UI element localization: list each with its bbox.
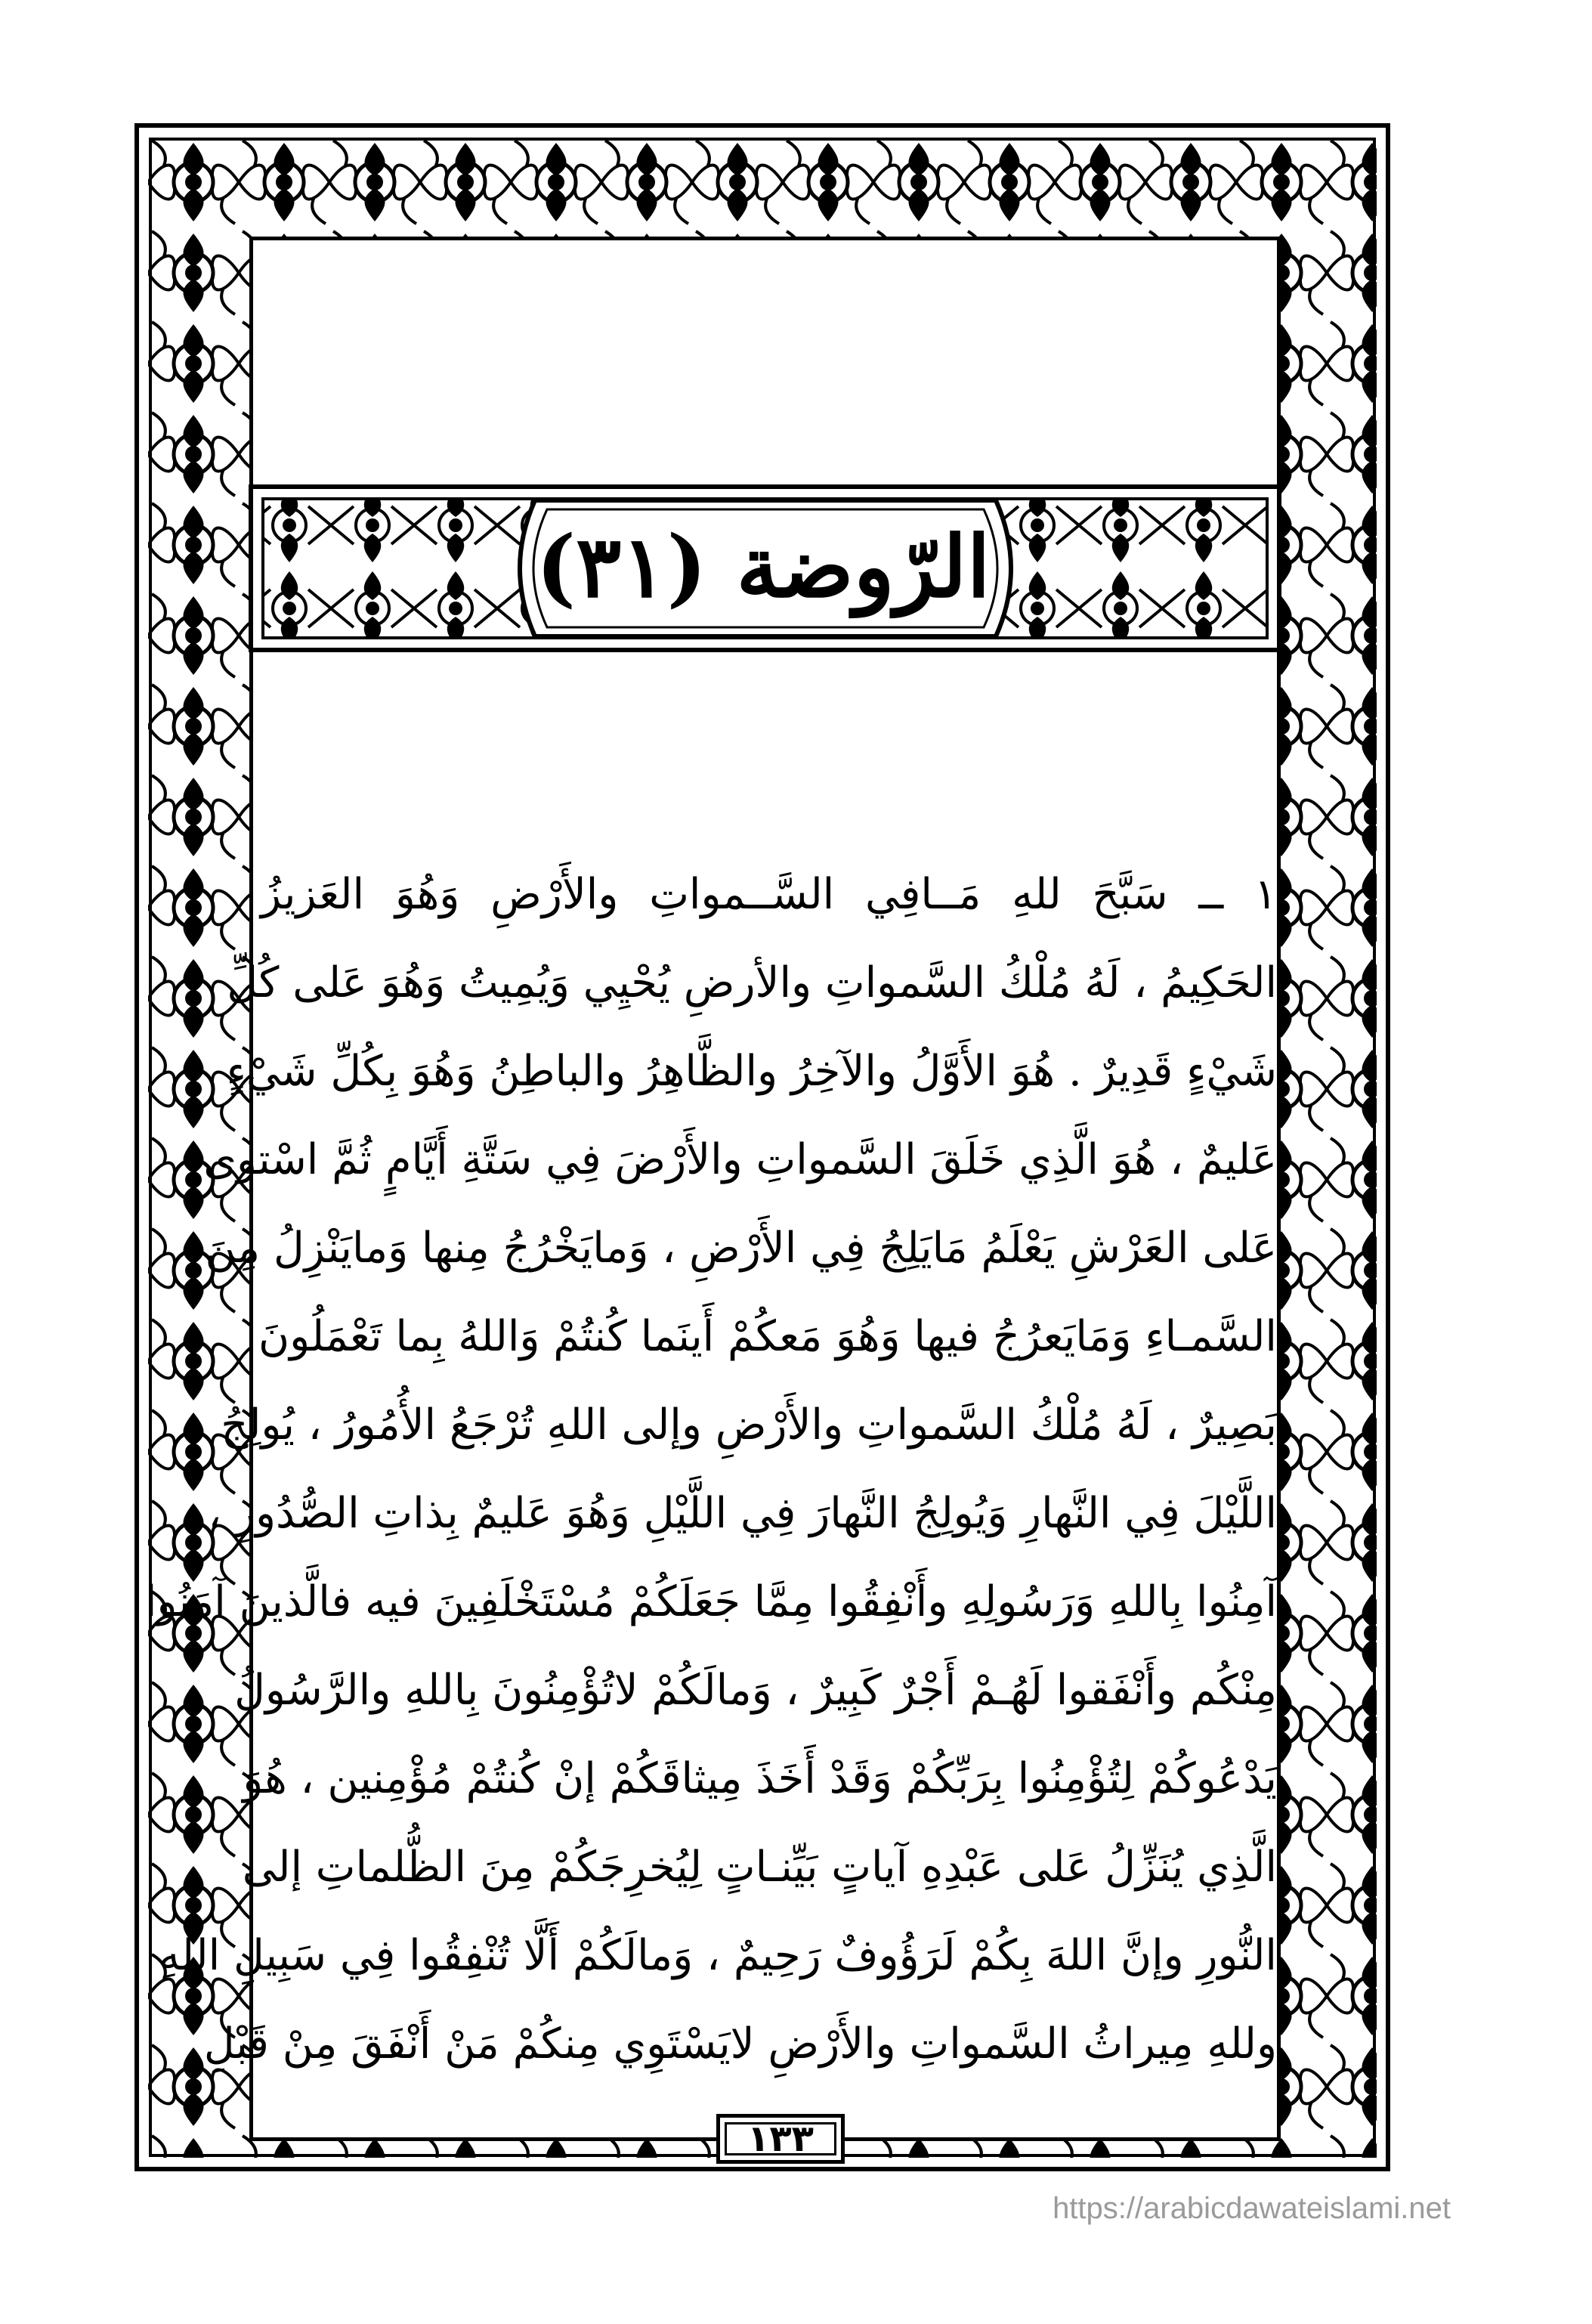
watermark-url: https://arabicdawateislami.net (1053, 2192, 1451, 2225)
text-line: الَّذِي يُنَزِّلُ عَلى عَبْدِهِ آياتٍ بَيِّنـاتٍ لِيُخرِجَكُمْ مِنَ الظُّلماتِ إلى (242, 1843, 1277, 1892)
text-line: آمِنُوا بِاللهِ وَرَسُولِهِ وأَنْفِقُوا مِمَّا جَعَلَكُمْ مُسْتَخْلَفِينَ فيه فالَّذينَ آمَنُوا (144, 1577, 1277, 1626)
text-line: مِنْكُم وأَنْفَقوا لَهُـمْ أَجْرٌ كَبِيرٌ ، وَمالَكُمْ لاتُؤْمِنُونَ بِاللهِ والرَّسُولُ (234, 1666, 1277, 1715)
text-line: ١ ــ سَبَّحَ للهِ مَــافِي السَّــمواتِ والأَرْضِ وَهُوَ العَزيزُ (261, 870, 1277, 919)
text-line: شَيْءٍ قَدِيرٌ . هُوَ الأَوَّلُ والآخِرُ والظَّاهِرُ والباطِنُ وَهُوَ بِكُلِّ شَيْءٍ (226, 1047, 1277, 1096)
text-line: بَصِيرٌ ، لَهُ مُلْكُ السَّمواتِ والأَرْضِ وإلى اللهِ تُرْجَعُ الأُمُورُ ، يُولِجُ (221, 1400, 1277, 1450)
text-line: يَدْعُوكُمْ لِتُؤْمِنُوا بِرَبِّكُمْ وَقَدْ أَخَذَ مِيثاقَكُمْ إنْ كُنتُمْ مُؤْمِنين ، هُوَ (243, 1754, 1277, 1803)
text-line: النُّورِ وإنَّ اللهَ بِكُمْ لَرَؤُوفٌ رَحِيمٌ ، وَمالَكُمْ أَلَّا تُنْفِقُوا فِي سَبِيلِ اللهِ (158, 1931, 1277, 1980)
page-number (716, 2114, 845, 2164)
text-line: السَّمـاءِ وَمَايَعرُجُ فيها وَهُوَ مَعكُمْ أَينَما كُنتُمْ وَاللهُ بِما تَعْمَلُونَ (258, 1312, 1277, 1361)
text-line: وللهِ مِيراثُ السَّمواتِ والأَرْضِ لايَسْتَوِي مِنكُمْ مَنْ أَنْفَقَ مِنْ قَبْلِ (203, 2019, 1277, 2069)
text-line: اللَّيْلَ فِي النَّهارِ وَيُولِجُ النَّهارَ فِي اللَّيْلِ وَهُوَ عَليمٌ بِذاتِ الصُّدُورِ ، (208, 1489, 1277, 1538)
body-text (144, 850, 1277, 2088)
text-line: عَلى العَرْشِ يَعْلَمُ مَايَلِجُ فِي الأَرْضِ ، وَمايَخْرُجُ مِنها وَمايَنْزِلُ مِنَ (205, 1224, 1277, 1273)
page-title: الرّوضة (٣١) (536, 517, 991, 617)
text-line: عَليمٌ ، هُوَ الَّذِي خَلَقَ السَّمواتِ والأَرْضَ فِي سَتَّةِ أَيَّامٍ ثُمَّ اسْتوى (203, 1135, 1277, 1184)
page-number-label: ١٣٣ (747, 2118, 814, 2160)
text-line: الحَكِيمُ ، لَهُ مُلْكُ السَّمواتِ والأرضِ يُحْيِي وَيُمِيتُ وَهُوَ عَلى كُلِّ (227, 958, 1277, 1007)
